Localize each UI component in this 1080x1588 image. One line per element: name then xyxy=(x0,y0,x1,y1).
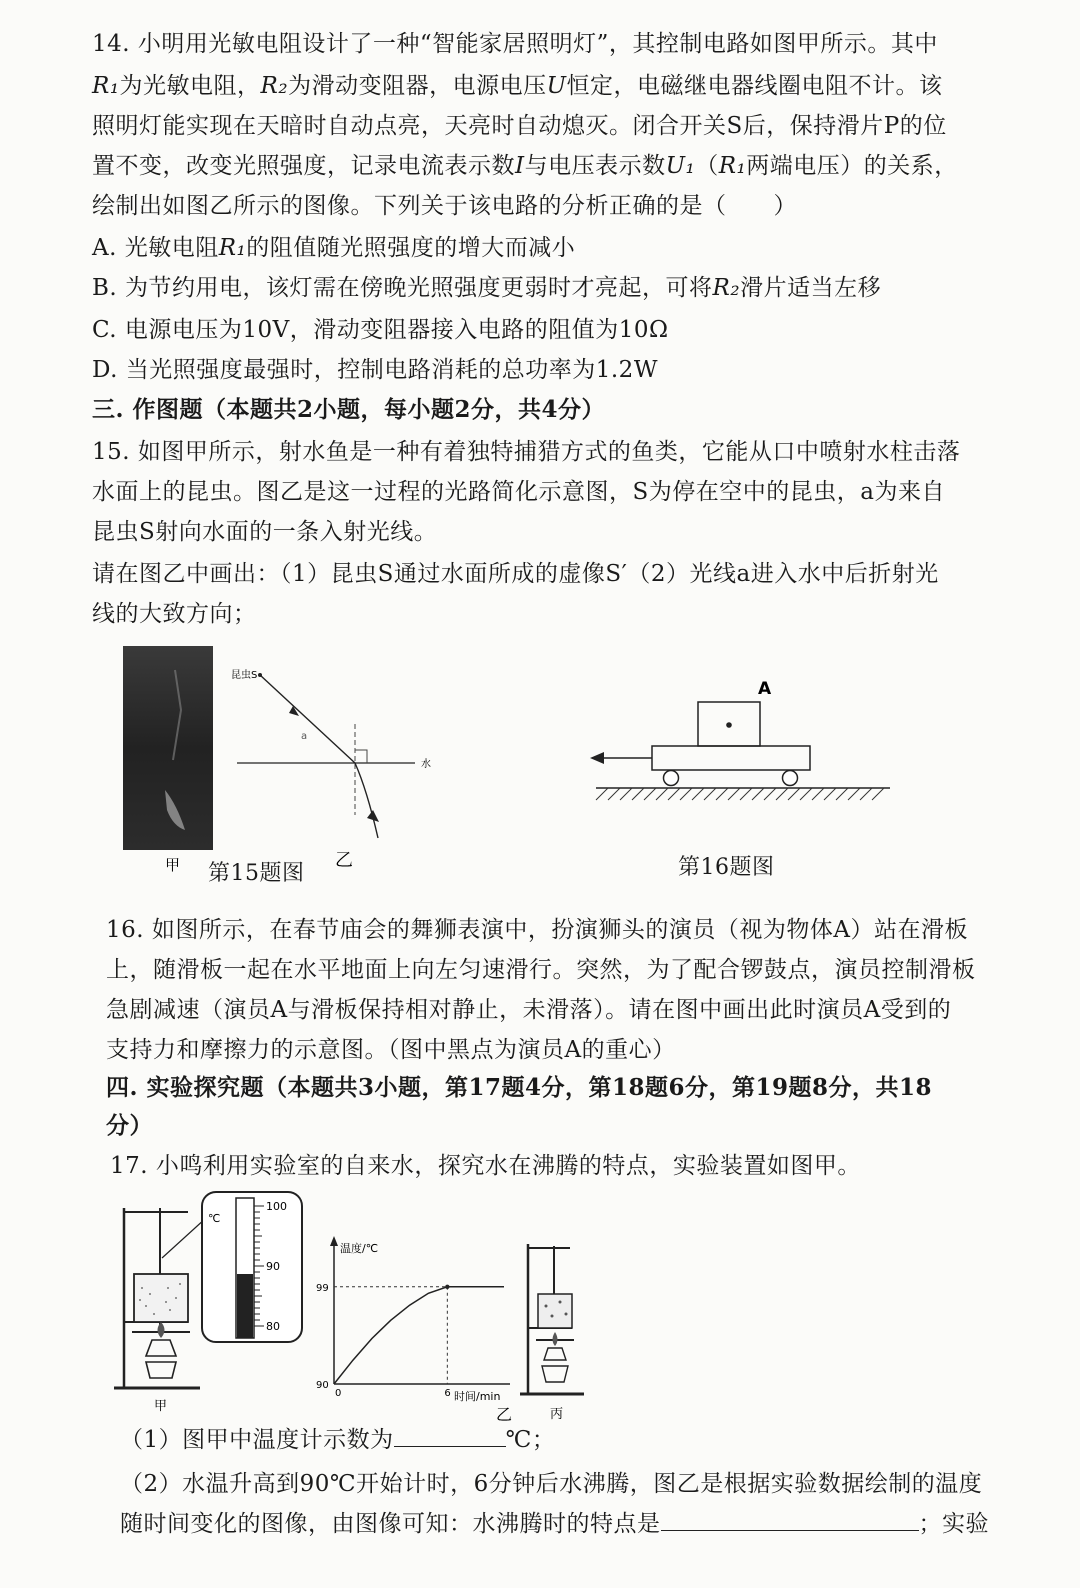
q14-line-4b: 与电压表示数 xyxy=(524,153,666,179)
skateboard xyxy=(652,746,810,770)
q15-line-3: 昆虫S射向水面的一条入射光线。 xyxy=(92,519,438,545)
ray-label: a xyxy=(301,731,308,742)
q14-line-4d: 两端电压）的关系， xyxy=(746,153,958,179)
fig17-yi: 乙 xyxy=(496,1405,513,1422)
beaker-bing xyxy=(538,1294,572,1328)
q17-sub-2: （2）水温升高到90℃开始计时，6分钟后水沸腾，图乙是根据实验数据绘制的温度 xyxy=(120,1471,983,1497)
q15-line-1: 15. 如图甲所示，射水鱼是一种有着独特捕猎方式的鱼类，它能从口中喷射水柱击落 xyxy=(92,439,961,465)
incident-ray-a xyxy=(260,675,355,763)
q15-line-4: 请在图乙中画出：（1）昆虫S通过水面所成的虚像S′（2）光线a进入水中后折射光 xyxy=(92,561,939,587)
q17-sub-2-cont xyxy=(120,1508,989,1540)
fig17-bing: 丙 xyxy=(550,1407,564,1422)
flame-icon xyxy=(158,1322,165,1338)
q15-line-5: 线的大致方向； xyxy=(92,601,257,627)
q14-line-4 xyxy=(92,150,958,182)
x-axis-label: 时间/min xyxy=(454,1390,501,1403)
q17-sub-1 xyxy=(120,1424,555,1456)
q14-line-2a: 为光敏电阻， xyxy=(119,73,261,99)
figure-17-bing xyxy=(516,1236,596,1426)
section-3-heading: 三. 作图题（本题共2小题，每小题2分，共4分） xyxy=(92,396,606,423)
q16-line-2: 上，随滑板一起在水平地面上向左匀速滑行。突然，为了配合锣鼓点，演员控制滑板 xyxy=(106,957,976,983)
option-a-r1: R₁ xyxy=(218,235,247,261)
q14-option-b xyxy=(92,272,881,304)
x-tick-label: 6 xyxy=(444,1388,451,1399)
y-axis-label: 温度/℃ xyxy=(340,1242,379,1255)
y-axis-arrow-icon xyxy=(330,1236,338,1246)
option-a-1: A. 光敏电阻 xyxy=(92,235,219,261)
q17-sub-2b: 随时间变化的图像，由图像可知：水沸腾时的特点是 xyxy=(120,1511,661,1537)
q14-line-4c: （ xyxy=(695,153,719,179)
arrow-icon xyxy=(289,706,299,716)
alcohol-lamp xyxy=(146,1340,176,1356)
q15-line-2: 水面上的昆虫。图乙是这一过程的光路简化示意图，S为停在空中的昆虫，a为来自 xyxy=(92,479,945,505)
y-tick-label: 90 xyxy=(316,1380,329,1391)
i-symbol: I xyxy=(515,153,525,179)
thermo-90: 90 xyxy=(266,1260,280,1273)
q17-sub-1b: ℃； xyxy=(505,1427,556,1453)
q16-line-4: 支持力和摩擦力的示意图。（图中黑点为演员A的重心） xyxy=(106,1037,676,1063)
q17-sub-1a: （1）图甲中温度计示数为 xyxy=(120,1427,394,1453)
q16-line-1: 16. 如图所示，在春节庙会的舞狮表演中，扮演狮头的演员（视为物体A）站在滑板 xyxy=(106,917,968,943)
figure-17-yi-chart xyxy=(310,1232,520,1422)
option-b-2: 滑片适当左移 xyxy=(740,275,882,301)
ground-hatching xyxy=(596,788,884,800)
mercury-column xyxy=(237,1274,253,1338)
archer-fish-photo xyxy=(123,646,213,850)
fig15-jia: 甲 xyxy=(165,856,181,874)
q14-option-d: D. 当光照强度最强时，控制电路消耗的总功率为1.2W xyxy=(92,357,658,383)
q14-line-2 xyxy=(92,70,942,102)
x-tick-label: 0 xyxy=(335,1388,342,1399)
insect-label: 昆虫S xyxy=(231,670,258,681)
q14-line-4a: 置不变，改变光照强度，记录电流表示数 xyxy=(92,153,515,179)
thermo-100: 100 xyxy=(266,1200,287,1213)
q14-line-3: 照明灯能实现在天暗时自动点亮，天亮时自动熄灭。闭合开关S后，保持滑片P的位 xyxy=(92,113,947,139)
thermo-unit: ℃ xyxy=(208,1212,221,1225)
beaker xyxy=(134,1274,188,1322)
q14-line-2c: 恒定，电磁继电器线圈电阻不计。该 xyxy=(566,73,943,99)
r1-symbol: R₁ xyxy=(92,73,120,99)
r1-symbol-b: R₁ xyxy=(718,153,747,179)
r2-symbol: R₂ xyxy=(260,73,289,99)
option-b-1: B. 为节约用电，该灯需在傍晚光照强度更弱时才亮起，可将 xyxy=(92,275,713,301)
q14-option-c: C. 电源电压为10V，滑动变阻器接入电路的阻值为10Ω xyxy=(92,317,669,343)
arrow-left-icon xyxy=(590,752,604,764)
figure-17-jia xyxy=(110,1188,310,1418)
u-symbol: U xyxy=(546,73,567,99)
section-4-heading-cont: 分） xyxy=(106,1112,153,1139)
option-b-r2: R₂ xyxy=(712,275,741,301)
refracted-ray xyxy=(355,763,378,838)
answer-blank-2[interactable] xyxy=(661,1508,919,1531)
figure-15 xyxy=(115,640,455,895)
u1-symbol: U₁ xyxy=(665,153,696,179)
fig16-caption: 第16题图 xyxy=(678,855,775,880)
flame-icon-bing xyxy=(553,1332,558,1346)
q17-sub-2c: ；实验 xyxy=(918,1511,989,1537)
q14-line-2b: 为滑动变阻器，电源电压 xyxy=(288,73,547,99)
wheel-left xyxy=(664,771,679,786)
q14-line-5: 绘制出如图乙所示的图像。下列关于该电路的分析正确的是（ ） xyxy=(92,193,797,219)
option-a-2: 的阻值随光照强度的增大而减小 xyxy=(246,235,576,261)
fig15-yi: 乙 xyxy=(335,850,353,871)
answer-blank-1[interactable] xyxy=(394,1424,506,1447)
q14-option-a xyxy=(92,232,575,264)
object-a-label: A xyxy=(758,679,772,699)
section-4-heading: 四. 实验探究题（本题共3小题，第17题4分，第18题6分，第19题8分，共18 xyxy=(106,1074,933,1101)
water-label: 水 xyxy=(421,759,431,770)
q17-line-1: 17. 小鸣利用实验室的自来水，探究水在沸腾的特点，实验装置如图甲。 xyxy=(110,1153,861,1179)
center-of-gravity xyxy=(726,722,732,728)
figure-16 xyxy=(580,670,900,820)
fig15-caption: 第15题图 xyxy=(208,861,305,886)
wheel-right xyxy=(783,771,798,786)
fig17-jia: 甲 xyxy=(154,1399,168,1414)
q16-line-3: 急剧减速（演员A与滑板保持相对静止，未滑落）。请在图中画出此时演员A受到的 xyxy=(106,997,952,1023)
thermo-80: 80 xyxy=(266,1320,280,1333)
boiling-point-marker xyxy=(445,1285,449,1289)
y-tick-label: 99 xyxy=(316,1282,329,1294)
temperature-line xyxy=(334,1287,504,1384)
q14-line-1: 14. 小明用光敏电阻设计了一种“智能家居照明灯”，其控制电路如图甲所示。其中 xyxy=(92,31,938,57)
